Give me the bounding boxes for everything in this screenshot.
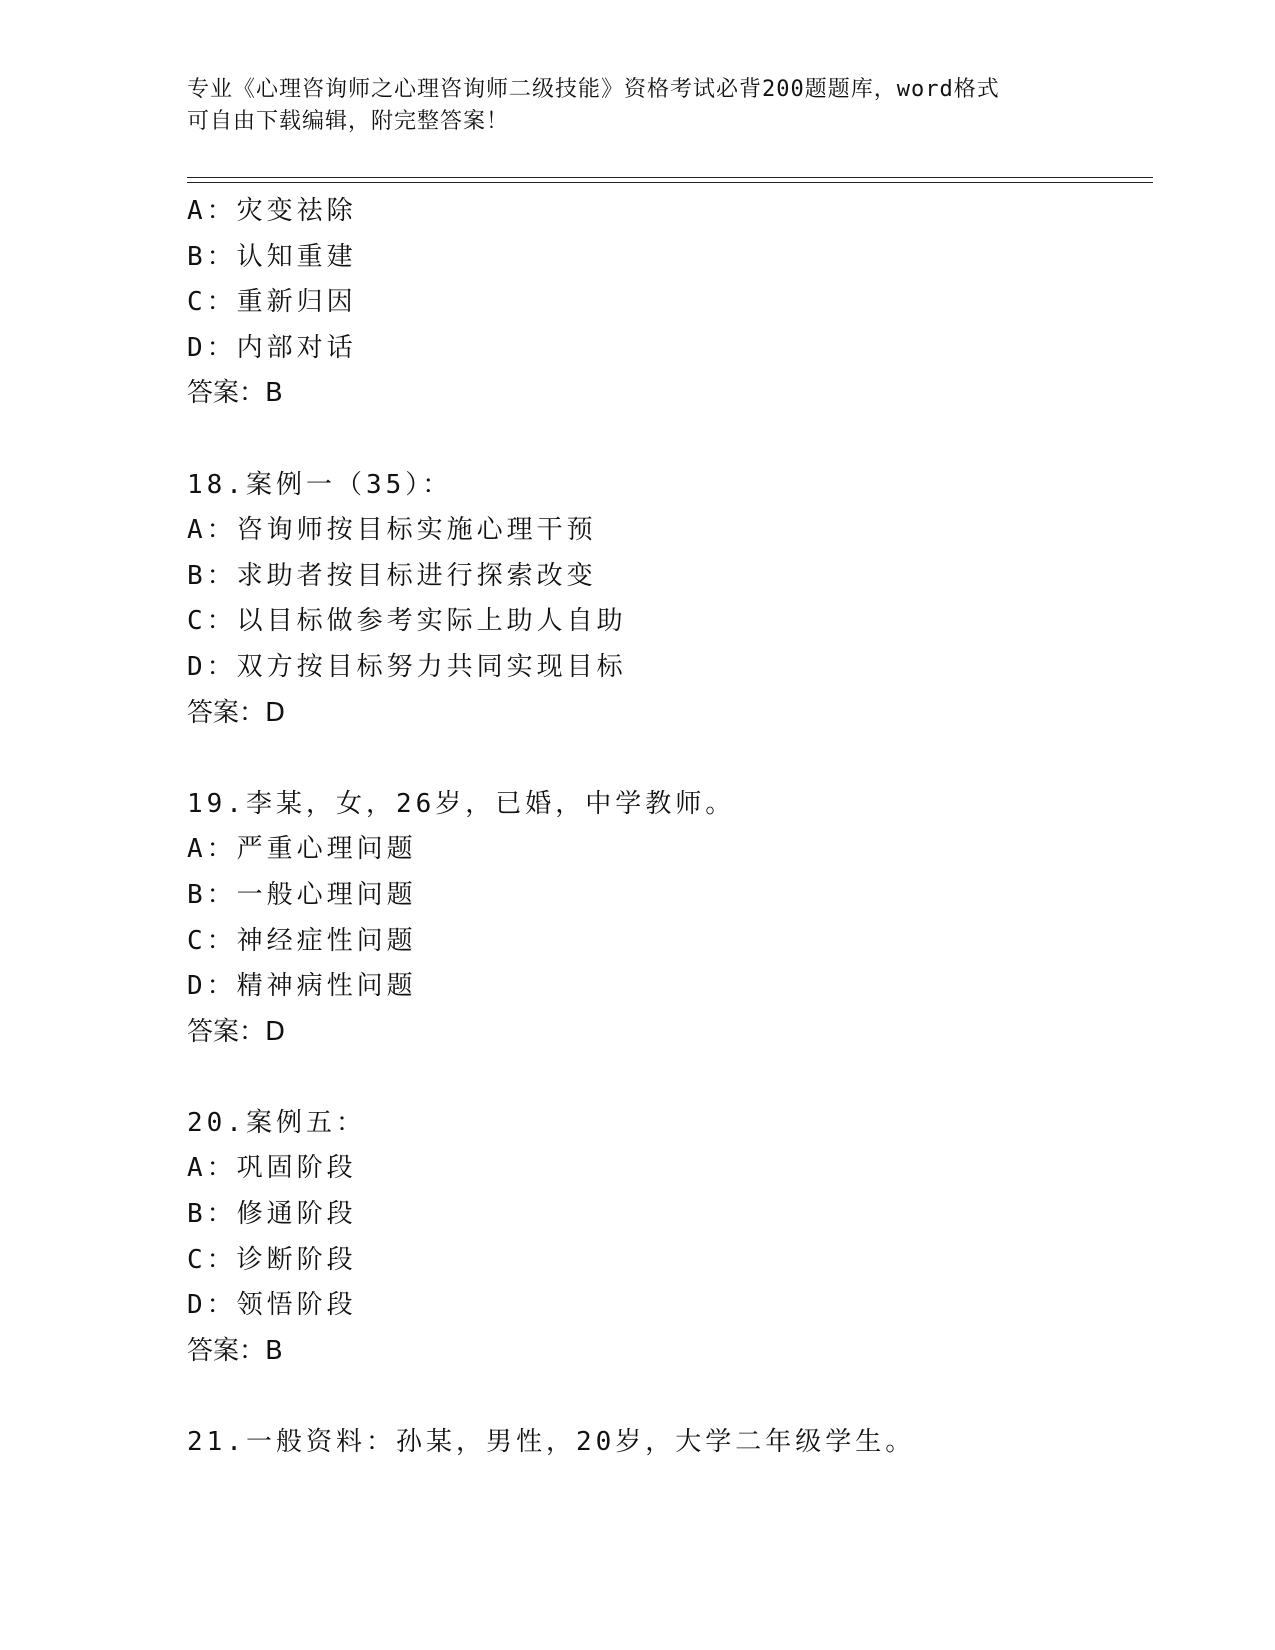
header-divider-bottom bbox=[187, 182, 1153, 183]
option-d: D：双方按目标努力共同实现目标 bbox=[187, 651, 627, 682]
header-line-2: 可自由下载编辑，附完整答案！ bbox=[187, 109, 510, 134]
option-c: C：以目标做参考实际上助人自助 bbox=[187, 606, 627, 637]
option-c: C：神经症性问题 bbox=[187, 925, 417, 956]
option-b: B：一般心理问题 bbox=[187, 879, 417, 910]
question-20: 20.案例五： bbox=[187, 1107, 366, 1138]
spacer bbox=[187, 1055, 1147, 1101]
option-d: D：内部对话 bbox=[187, 332, 357, 363]
question-21: 21.一般资料：孙某，男性，20岁，大学二年级学生。 bbox=[187, 1427, 916, 1458]
spacer bbox=[187, 736, 1147, 782]
spacer bbox=[187, 417, 1147, 463]
option-b: B：求助者按目标进行探索改变 bbox=[187, 560, 597, 591]
answer-line: 答案：D bbox=[187, 1016, 286, 1047]
answer-line: 答案：B bbox=[187, 378, 283, 409]
answer-line: 答案：D bbox=[187, 697, 286, 728]
option-a: A：巩固阶段 bbox=[187, 1153, 357, 1184]
option-c: C：诊断阶段 bbox=[187, 1244, 357, 1275]
option-a: A：咨询师按目标实施心理干预 bbox=[187, 515, 597, 546]
question-18: 18.案例一（35）： bbox=[187, 469, 453, 500]
document-header bbox=[187, 74, 1067, 138]
option-b: B：修通阶段 bbox=[187, 1199, 357, 1230]
option-a: A：严重心理问题 bbox=[187, 834, 417, 865]
option-d: D：领悟阶段 bbox=[187, 1290, 357, 1321]
spacer bbox=[187, 1374, 1147, 1420]
option-a: A：灾变祛除 bbox=[187, 196, 357, 226]
option-d: D：精神病性问题 bbox=[187, 971, 417, 1002]
question-19: 19.李某，女，26岁，已婚，中学教师。 bbox=[187, 788, 736, 819]
header-divider-top bbox=[187, 177, 1153, 178]
answer-line: 答案：B bbox=[187, 1335, 283, 1366]
option-c: C：重新归因 bbox=[187, 287, 357, 318]
option-b: B：认知重建 bbox=[187, 241, 357, 272]
header-line-1: 专业《心理咨询师之心理咨询师二级技能》资格考试必背200题题库，word格式 bbox=[187, 77, 1000, 102]
question-list bbox=[187, 189, 1147, 1466]
